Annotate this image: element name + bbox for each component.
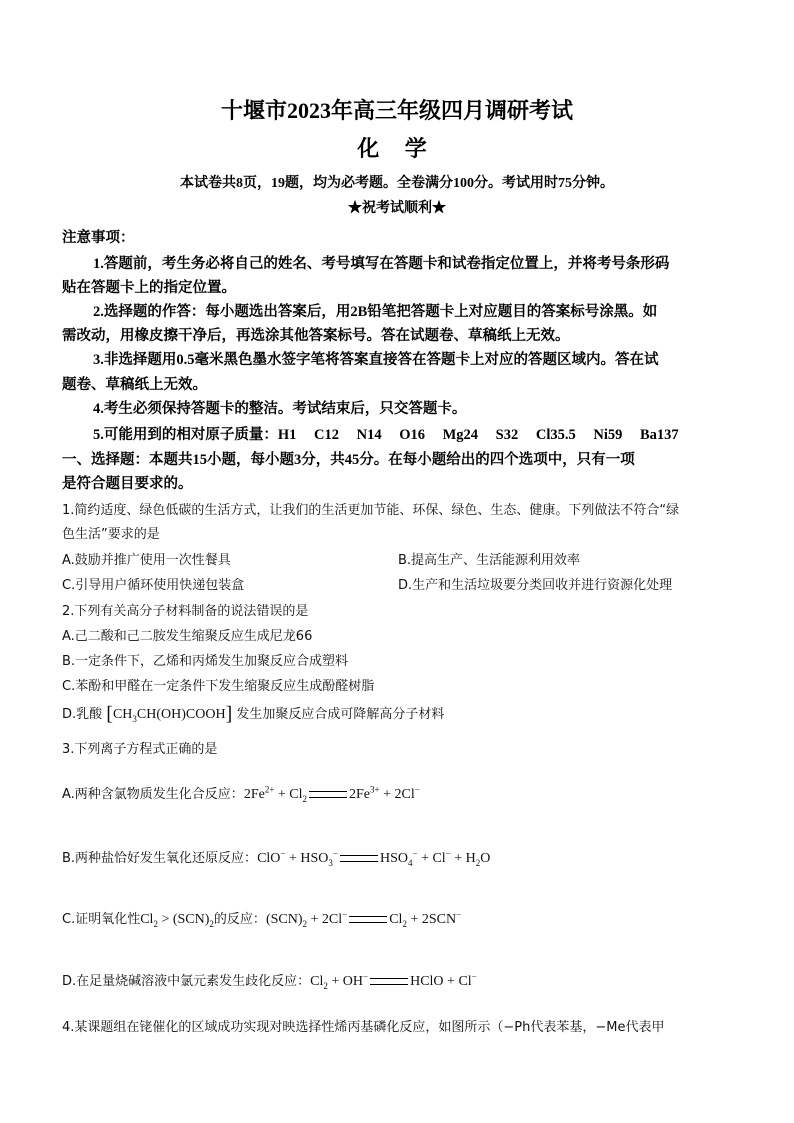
q1-option-b: B.提高生产、生活能源利用效率 <box>398 553 581 568</box>
q3-option-c-prefix: C.证明氧化性 <box>62 912 141 927</box>
lactic-acid-formula: $[CH_3CH(OH)COOH]$ <box>106 703 233 725</box>
good-luck-line: ★祝考试顺利★ <box>348 201 446 216</box>
q3-option-d-equation: $Cl_2 + OH^-$ HClO + Cl− <box>310 971 477 991</box>
notice-heading: 注意事项： <box>62 230 135 246</box>
q3-option-c-oxidation-comparison: $Cl_2 > (SCN)_2$ <box>140 912 214 929</box>
q3-option-a-equation: $2Fe^{2+} + Cl_2$ $2Fe^{3+} + 2Cl^-$ <box>243 784 420 804</box>
q1-stem-line-1: 1.简约适度、绿色低碳的生活方式，让我们的生活更加节能、环保、绿色、生态、健康。下列做法不符合“绿 <box>62 503 680 518</box>
notice-item-1-line-1: 1.答题前，考生务必将自己的姓名、考号填写在答题卡和试卷指定位置上，并将考号条形码 <box>93 256 670 272</box>
notice-item-3-line-2: 题卷、草稿纸上无效。 <box>62 377 207 393</box>
q1-stem-line-2: 色生活”要求的是 <box>62 527 160 542</box>
q3-option-a <box>62 783 420 803</box>
q3-stem: 3.下列离子方程式正确的是 <box>62 742 218 757</box>
section-1-heading-line-2: 是符合题目要求的。 <box>62 476 193 492</box>
exam-info: 本试卷共8页，19题，均为必考题。全卷满分100分。考试用时75分钟。 <box>180 176 614 191</box>
q2-option-a: A.己二酸和己二胺发生缩聚反应生成尼龙66 <box>62 629 313 644</box>
q3-option-c <box>62 908 461 928</box>
q3-option-d-text: D.在足量烧碱溶液中氯元素发生歧化反应： <box>62 974 311 989</box>
q1-option-d: D.生产和生活垃圾要分类回收并进行资源化处理 <box>398 578 673 593</box>
q4-stem: 4.某课题组在铑催化的区域成功实现对映选择性烯丙基磷化反应，如图所示（−Ph代表苯基，−Me代表甲 <box>62 1020 665 1035</box>
q2-option-c: C.苯酚和甲醛在一定条件下发生缩聚反应生成酚醛树脂 <box>62 679 375 694</box>
q1-option-c: C.引导用户循环使用快递包装盒 <box>62 578 245 593</box>
q3-option-a-text: A.两种含氯物质发生化合反应： <box>62 787 244 802</box>
notice-item-4: 4.考生必须保持答题卡的整洁。考试结束后，只交答题卡。 <box>93 401 467 417</box>
q3-option-b <box>62 847 490 867</box>
q3-option-b-equation: $ClO^- + HSO_3^-$ $HSO_4^- + Cl^- + H_2O$ <box>257 848 491 868</box>
q1-option-a: A.鼓励并推广使用一次性餐具 <box>62 553 231 568</box>
notice-item-2-line-1: 2.选择题的作答：每小题选出答案后，用2B铅笔把答题卡上对应题目的答案标号涂黑。如 <box>93 304 658 320</box>
q3-option-c-suffix: 的反应： <box>213 912 266 927</box>
q2-option-d-prefix: D.乳酸 <box>62 707 103 722</box>
notice-item-5-atomic-masses: 5.可能用到的相对原子质量：H1 C12 N14 O16 Mg24 S32 Cl35.5 Ni59 Ba137 <box>93 427 679 443</box>
q3-option-d <box>62 970 477 990</box>
q3-option-c-equation: $(SCN)_2 + 2Cl^-$ $Cl_2 + 2SCN^-$ <box>265 909 462 929</box>
notice-item-1-line-2: 贴在答题卡上的指定位置。 <box>62 280 236 296</box>
q3-option-b-text: B.两种盐恰好发生氧化还原反应： <box>62 851 258 866</box>
section-1-heading-line-1: 一、选择题：本题共15小题，每小题3分，共45分。在每小题给出的四个选项中，只有一项 <box>62 452 635 468</box>
q2-option-d <box>62 703 444 726</box>
notice-item-3-line-1: 3.非选择题用0.5毫米黑色墨水签字笔将答案直接答在答题卡上对应的答题区域内。答在试 <box>93 352 659 368</box>
q2-stem: 2.下列有关高分子材料制备的说法错误的是 <box>62 604 309 619</box>
notice-item-2-line-2: 需改动，用橡皮擦干净后，再选涂其他答案标号。答在试题卷、草稿纸上无效。 <box>62 328 570 344</box>
q2-option-b: B.一定条件下，乙烯和丙烯发生加聚反应合成塑料 <box>62 654 349 669</box>
q2-option-d-suffix: 发生加聚反应合成可降解高分子材料 <box>236 707 445 722</box>
subject-title: 化 学 <box>357 136 437 161</box>
exam-title: 十堰市2023年高三年级四月调研考试 <box>220 98 573 123</box>
